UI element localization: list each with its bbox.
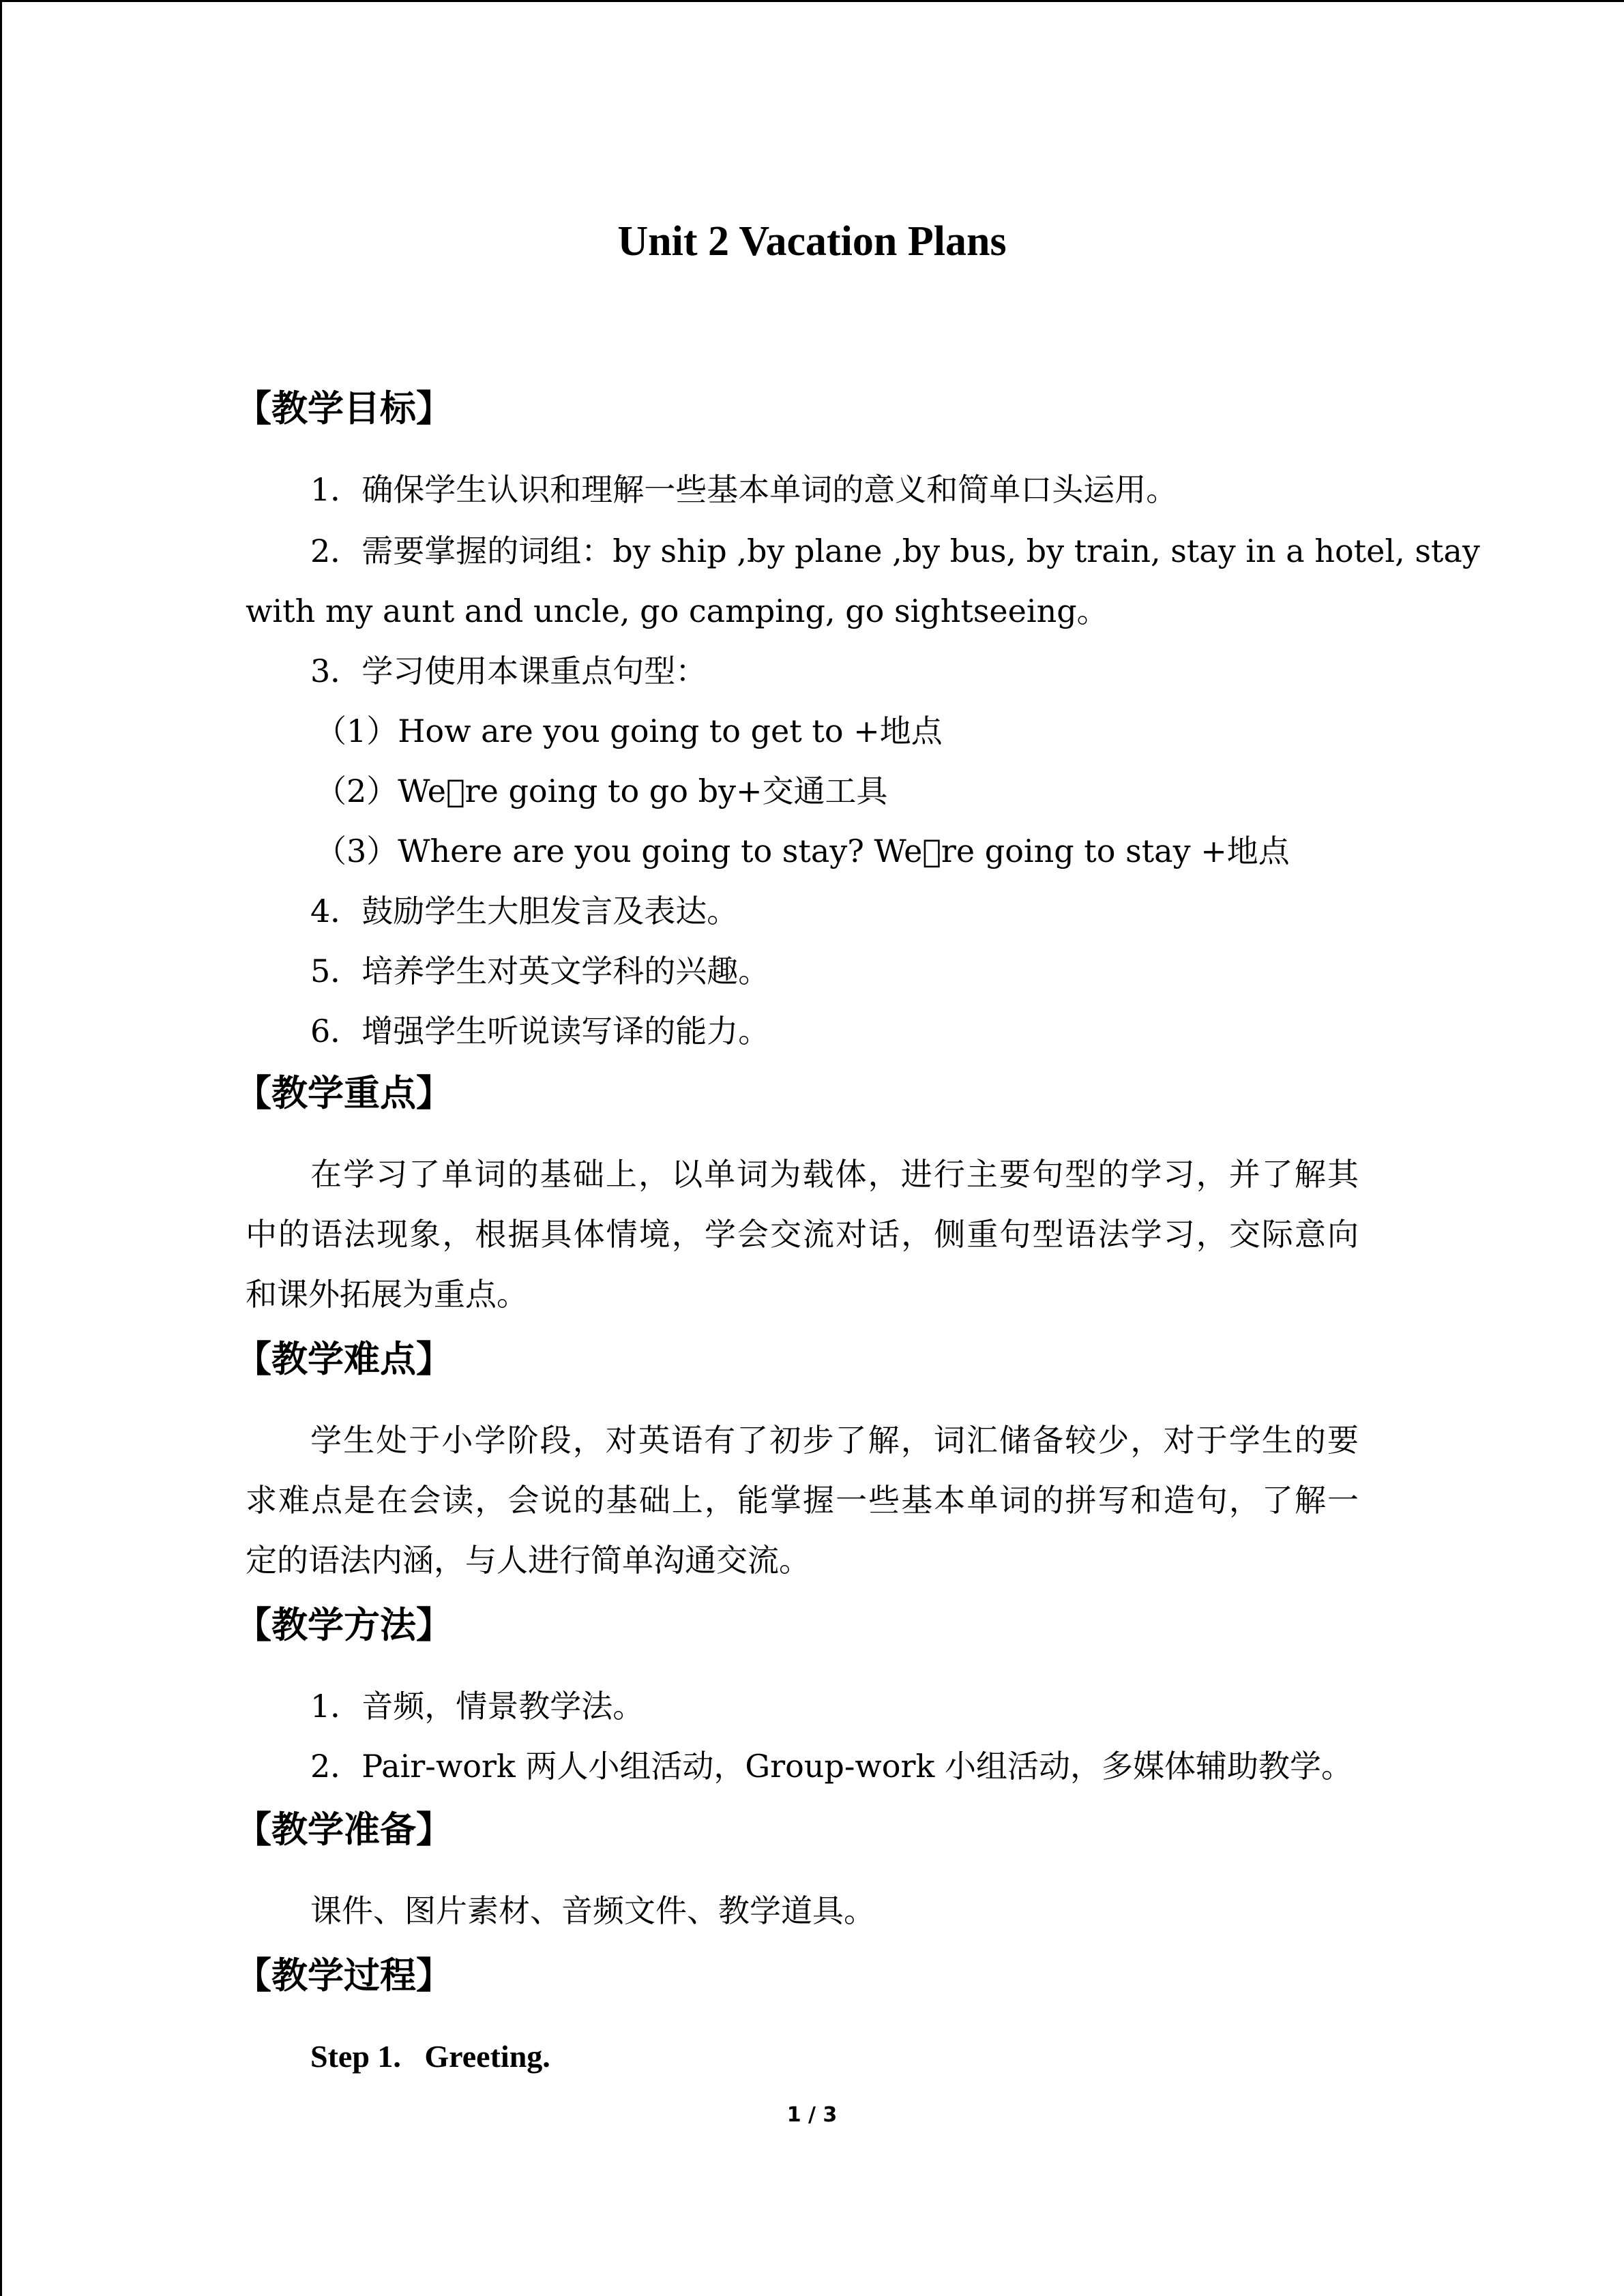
section-heading-methods: 【教学方法】 [235, 1605, 452, 1646]
page-number: 1 / 3 [786, 2103, 838, 2127]
key-points-line-3: 和课外拓展为重点。 [246, 1276, 528, 1313]
sentence-pattern-3: （3）Where are you going to stay? We re going to stay +地点 [315, 833, 1290, 869]
objective-item-4: 4．鼓励学生大胆发言及表达。 [310, 893, 739, 929]
objective-item-1: 1．确保学生认识和理解一些基本单词的意义和简单口头运用。 [310, 471, 1178, 508]
difficulties-line-1: 学生处于小学阶段，对英语有了初步了解，词汇储备较少，对于学生的要 [310, 1422, 1359, 1459]
document-title: Unit 2 Vacation Plans [617, 218, 1007, 265]
methods-item-2: 2．Pair-work 两人小组活动，Group-work 小组活动，多媒体辅助教学。 [310, 1748, 1353, 1785]
section-heading-preparation: 【教学准备】 [235, 1809, 452, 1851]
objective-item-2-line-1: 2．需要掌握的词组：by ship ,by plane ,by bus, by train, stay in a hotel, stay [310, 533, 1480, 569]
key-points-line-2: 中的语法现象，根据具体情境，学会交流对话，侧重句型语法学习，交际意向 [246, 1216, 1359, 1253]
section-heading-key-points: 【教学重点】 [235, 1073, 452, 1114]
difficulties-line-3: 定的语法内涵，与人进行简单沟通交流。 [246, 1542, 810, 1579]
objective-item-2-line-2: with my aunt and uncle, go camping, go sightseeing。 [246, 593, 1108, 629]
objective-item-3: 3．学习使用本课重点句型： [310, 653, 707, 689]
section-heading-objectives: 【教学目标】 [235, 388, 452, 430]
process-step-1: Step 1. Greeting. [310, 2039, 550, 2074]
objective-item-6: 6．增强学生听说读写译的能力。 [310, 1013, 770, 1049]
sentence-pattern-2: （2）We re going to go by+交通工具 [315, 773, 888, 809]
key-points-line-1: 在学习了单词的基础上，以单词为载体，进行主要句型的学习，并了解其 [310, 1156, 1359, 1193]
methods-item-1: 1．音频，情景教学法。 [310, 1688, 645, 1725]
sentence-pattern-1: （1）How are you going to get to +地点 [315, 713, 943, 749]
section-heading-process: 【教学过程】 [235, 1955, 452, 1997]
section-heading-difficulties: 【教学难点】 [235, 1339, 452, 1380]
preparation-line-1: 课件、图片素材、音频文件、教学道具。 [310, 1892, 875, 1929]
objective-item-5: 5．培养学生对英文学科的兴趣。 [310, 953, 770, 989]
difficulties-line-2: 求难点是在会读，会说的基础上，能掌握一些基本单词的拼写和造句，了解一 [246, 1482, 1359, 1519]
